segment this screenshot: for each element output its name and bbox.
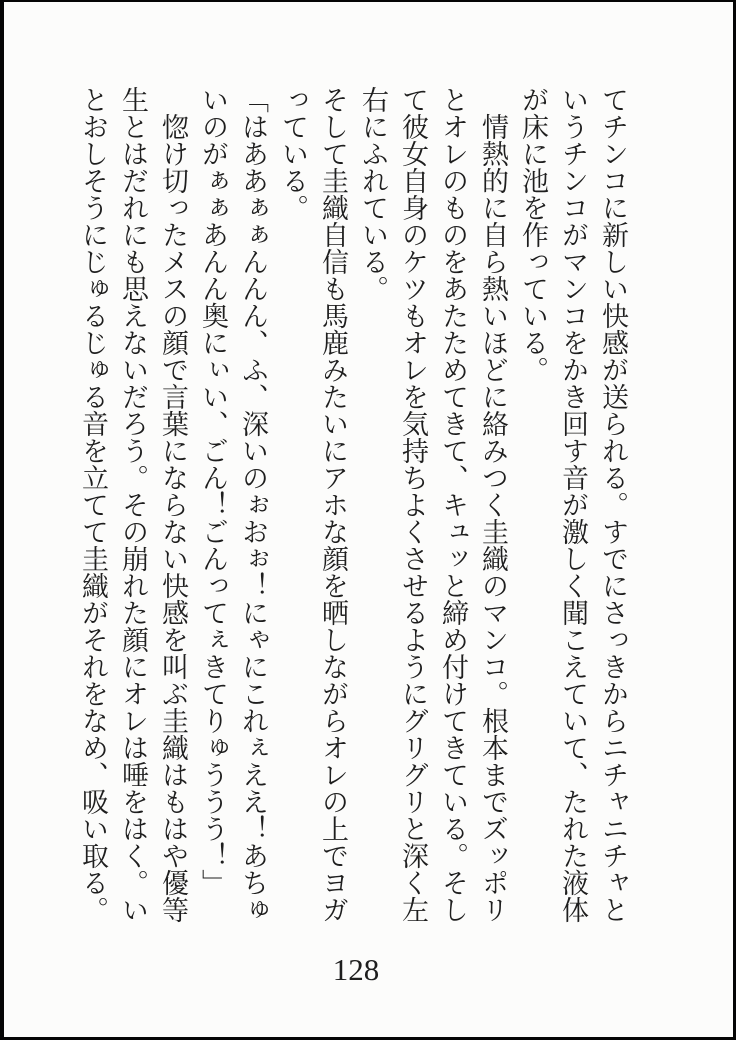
text-line: 惚け切ったメスの顔で言葉にならない快感を叫ぶ圭織はもはや優等: [158, 86, 188, 923]
text-line: が床に池を作っている。: [518, 86, 548, 383]
text-line: 情熱的に自ら熱いほどに絡みつく圭織のマンコ。根本までズッポリ: [478, 86, 508, 923]
text-line: いうチンコがマンコをかき回す音が激しく聞こえていて、たれた液体: [558, 86, 588, 923]
text-line: とおしそうにじゅるじゅる音を立てて圭織がそれをなめ、吸い取る。: [78, 86, 108, 923]
body-text: [73, 86, 633, 934]
text-line: て彼女自身のケツもオレを気持ちよくさせるようにグリグリと深く左: [398, 86, 428, 923]
text-line: てチンコに新しい快感が送られる。すでにさっきからニチャニチャと: [598, 86, 628, 923]
text-line: そして圭織自信も馬鹿みたいにアホな顔を晒しながらオレの上でヨガ: [318, 86, 348, 923]
text-line: っている。: [278, 86, 308, 221]
text-line: 「はああぁぁんんん、ふ、深いのぉおぉ！にゃにこれぇええ！あちゅ: [238, 86, 268, 923]
text-line: いのがぁぁあんん奥にぃい、ごん！ごんってぇきてりゅううう！」: [198, 86, 228, 896]
page-number: 128: [332, 952, 380, 987]
text-line: とオレのものをあたためてきて、キュッと締め付けてきている。そし: [438, 86, 468, 923]
text-line: 右にふれている。: [358, 86, 388, 302]
text-line: 生とはだれにも思えないだろう。その崩れた顔にオレは唾をはく。い: [118, 86, 148, 923]
